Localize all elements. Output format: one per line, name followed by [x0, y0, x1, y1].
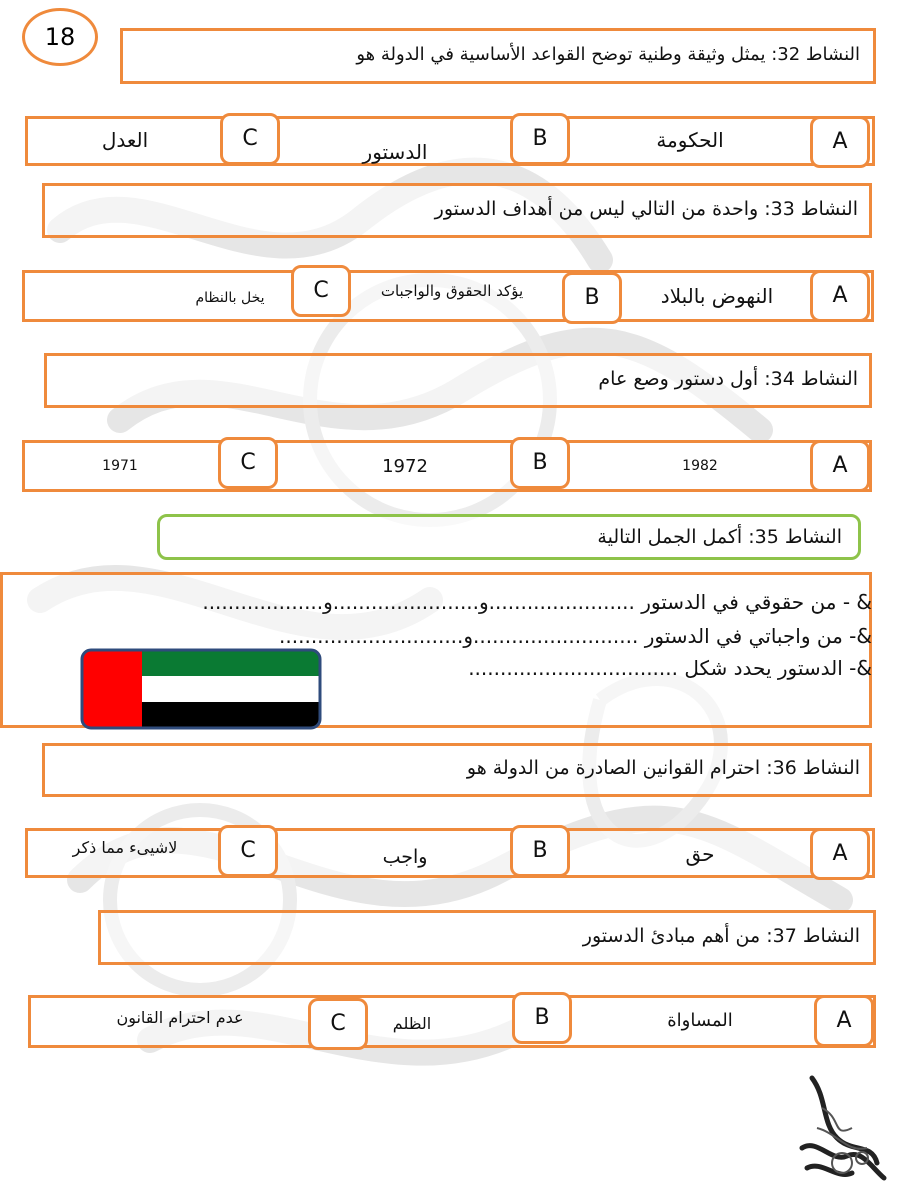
calligraphy-logo-icon — [792, 1068, 892, 1188]
choice-32-c[interactable]: C — [220, 113, 280, 165]
option-37-b[interactable]: الظلم — [392, 1014, 432, 1033]
choice-33-c[interactable]: C — [291, 265, 351, 317]
choice-32-a[interactable]: A — [810, 116, 870, 168]
option-34-a[interactable]: 1982 — [682, 458, 718, 474]
choice-37-b[interactable]: B — [512, 992, 572, 1044]
option-34-c[interactable]: 1971 — [102, 458, 138, 474]
page-number: 18 — [22, 8, 98, 66]
option-33-b[interactable]: يؤكد الحقوق والواجبات — [380, 282, 524, 300]
completion-line-2[interactable]: &- من واجباتي في الدستور ..........................و............................. — [279, 624, 872, 648]
question-37-text: النشاط 37: من أهم مبادئ الدستور — [582, 925, 860, 947]
choice-37-a[interactable]: A — [814, 995, 874, 1047]
choice-34-c[interactable]: C — [218, 437, 278, 489]
completion-line-1[interactable]: & - من حقوقي في الدستور .......................و.......................و................... — [202, 590, 872, 614]
choice-33-b[interactable]: B — [562, 272, 622, 324]
option-33-a[interactable]: النهوض بالبلاد — [660, 284, 774, 308]
choice-36-a[interactable]: A — [810, 828, 870, 880]
option-33-c[interactable]: يخل بالنظام — [195, 290, 265, 306]
option-36-a[interactable]: حق — [685, 842, 715, 866]
completion-line-3[interactable]: &- الدستور يحدد شكل ................................. — [468, 656, 872, 680]
option-32-b[interactable]: الدستور — [362, 140, 428, 164]
option-36-b[interactable]: واجب — [382, 846, 428, 868]
choice-36-c[interactable]: C — [218, 825, 278, 877]
option-36-c[interactable]: لاشيىء مما ذكر — [72, 838, 178, 857]
uae-flag-icon — [80, 648, 322, 730]
option-32-a[interactable]: الحكومة — [656, 128, 724, 152]
question-35-text: النشاط 35: أكمل الجمل التالية — [597, 526, 842, 548]
question-34-text: النشاط 34: أول دستور وصع عام — [598, 368, 858, 390]
choice-34-b[interactable]: B — [510, 437, 570, 489]
option-34-b[interactable]: 1972 — [382, 456, 428, 477]
choice-34-a[interactable]: A — [810, 440, 870, 492]
choice-37-c[interactable]: C — [308, 998, 368, 1050]
choice-36-b[interactable]: B — [510, 825, 570, 877]
question-32-text: النشاط 32: يمثل وثيقة وطنية توضح القواعد الأساسية في الدولة هو — [356, 44, 860, 65]
choice-32-b[interactable]: B — [510, 113, 570, 165]
option-37-a[interactable]: المساواة — [667, 1010, 733, 1031]
choice-33-a[interactable]: A — [810, 270, 870, 322]
question-33-text: النشاط 33: واحدة من التالي ليس من أهداف الدستور — [434, 198, 858, 220]
question-36-text: النشاط 36: احترام القوانين الصادرة من الدولة هو — [466, 757, 860, 779]
option-37-c[interactable]: عدم احترام القانون — [116, 1008, 244, 1027]
option-32-c[interactable]: العدل — [101, 128, 149, 152]
